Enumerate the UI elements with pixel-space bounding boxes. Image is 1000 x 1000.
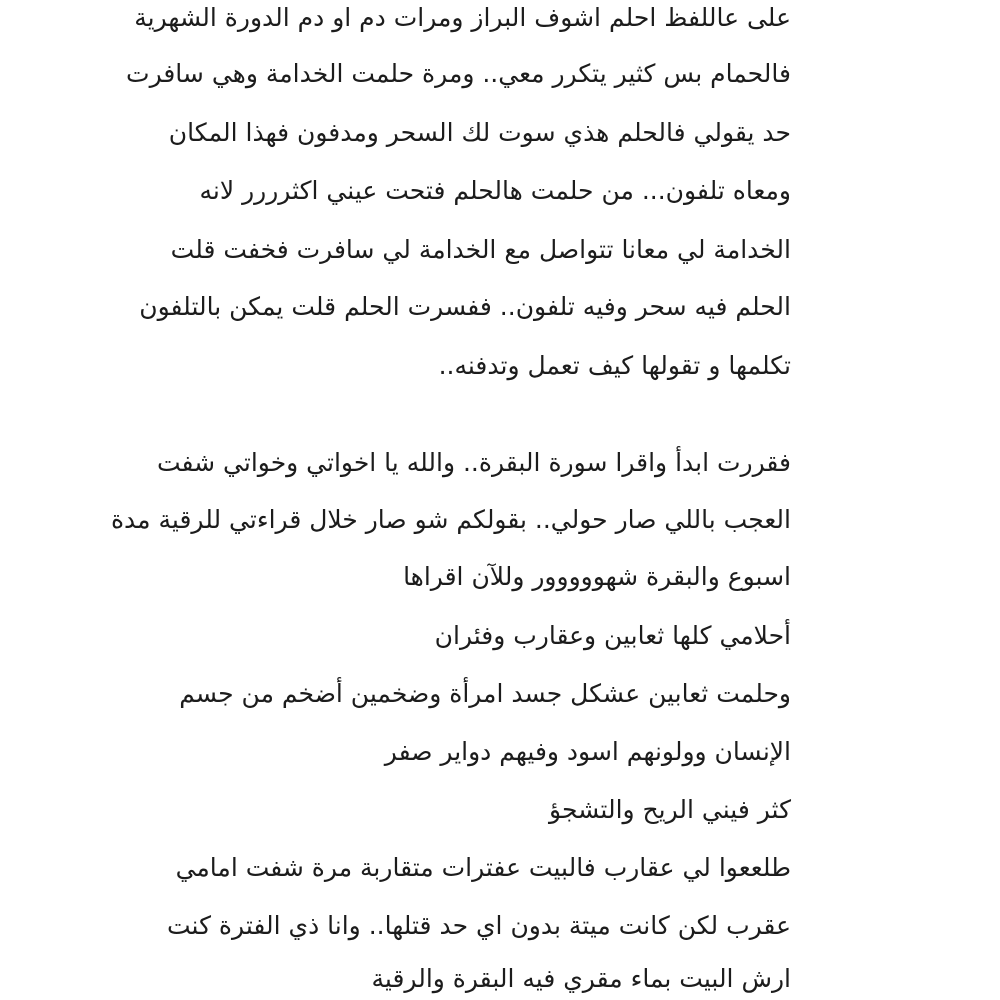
text-line-6: الحلم فيه سحر وفيه تلفون.. ففسرت الحلم قلت يمكن بالتلفون xyxy=(139,292,791,321)
text-line-14: كثر فيني الريح والتشجؤ xyxy=(549,795,791,824)
text-line-9: العجب باللي صار حولي.. بقولكم شو صار خلال قراءتي للرقية مدة xyxy=(110,505,791,534)
text-line-11: أحلامي كلها ثعابين وعقارب وفئران xyxy=(434,621,791,650)
text-line-3: حد يقولي فالحلم هذي سوت لك السحر ومدفون فهذا المكان xyxy=(168,118,791,147)
text-line-17: ارش البيت بماء مقري فيه البقرة والرقية xyxy=(371,964,791,993)
text-line-7: تكلمها و تقولها كيف تعمل وتدفنه.. xyxy=(438,351,791,380)
text-line-15: طلععوا لي عقارب فالبيت عفترات متقاربة مرة شفت امامي xyxy=(175,853,791,882)
text-line-16: عقرب لكن كانت ميتة بدون اي حد قتلها.. وانا ذي الفترة كنت xyxy=(166,911,791,940)
text-line-5: الخدامة لي معانا تتواصل مع الخدامة لي سافرت فخفت قلت xyxy=(170,235,791,264)
text-line-13: الإنسان وولونهم اسود وفيهم دواير صفر xyxy=(384,737,791,766)
text-line-10: اسبوع والبقرة شهووووور وللآن اقراها xyxy=(403,562,791,591)
text-line-12: وحلمت ثعابين عشكل جسد امرأة وضخمين أضخم من جسم xyxy=(179,679,791,708)
text-line-8: فقررت ابدأ واقرا سورة البقرة.. والله يا اخواتي وخواتي شفت xyxy=(156,448,791,477)
text-line-4: ومعاه تلفون... من حلمت هالحلم فتحت عيني اكثرررر لانه xyxy=(199,176,791,205)
text-line-2: فالحمام بس كثير يتكرر معي.. ومرة حلمت الخدامة وهي سافرت xyxy=(126,59,791,88)
text-line-1: على عاللفظ احلم اشوف البراز ومرات دم او دم الدورة الشهرية xyxy=(134,3,791,32)
